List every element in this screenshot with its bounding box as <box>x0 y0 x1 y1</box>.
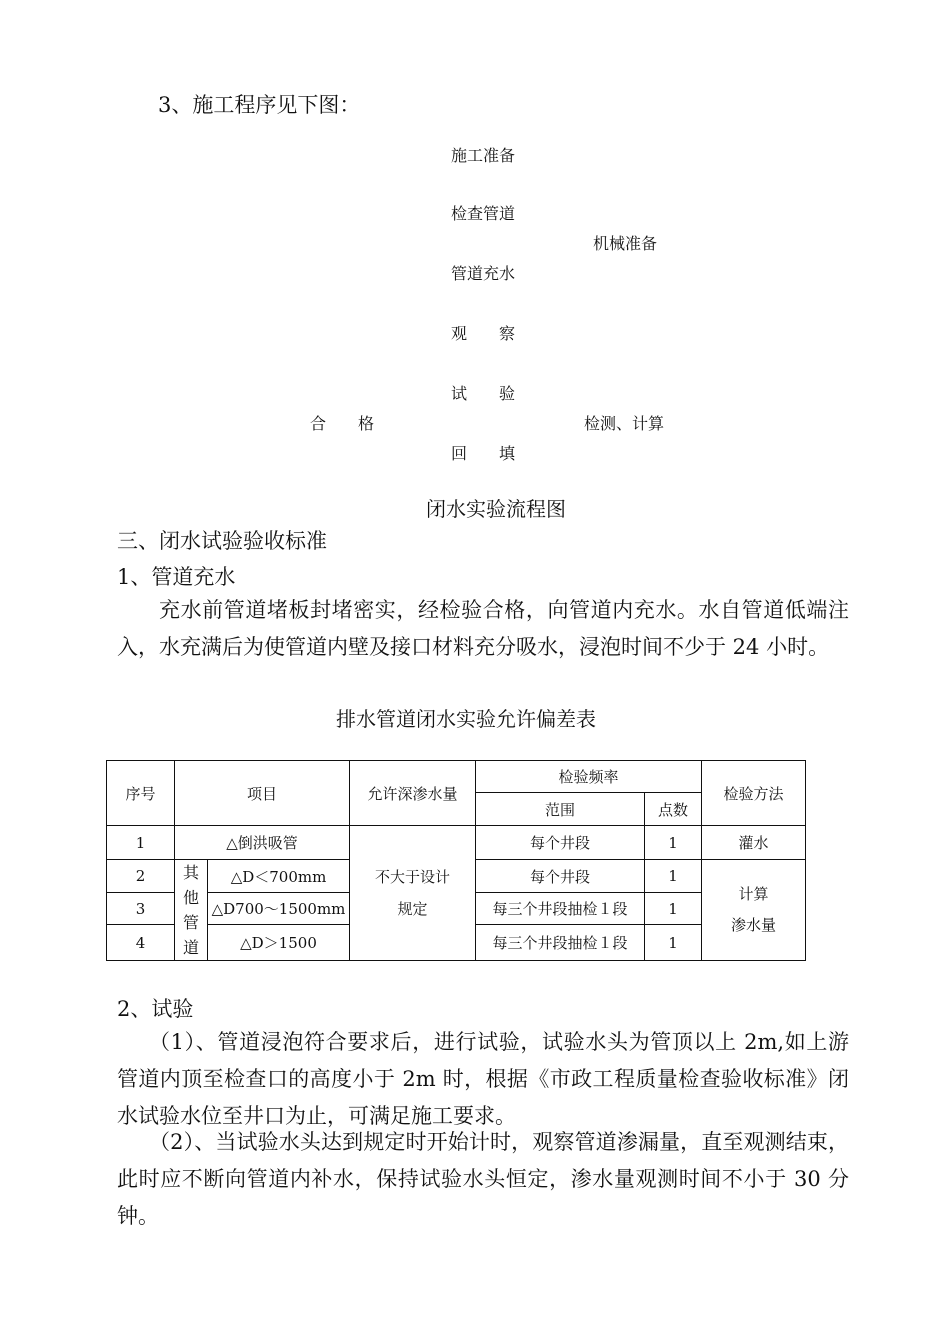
method-line: 计算 <box>738 885 769 903</box>
header-item: 项目 <box>175 761 350 826</box>
flow-step-backfill: 回 填 <box>451 444 516 463</box>
flow-measure-calc: 检测、计算 <box>584 414 665 433</box>
group-label-char: 管 <box>182 913 199 932</box>
header-range: 范围 <box>476 793 645 826</box>
row-item: △倒洪吸管 <box>175 826 350 860</box>
row-range: 每个井段 <box>476 826 645 860</box>
group-label-cell <box>175 860 208 961</box>
procedure-heading: 3、施工程序见下图： <box>158 93 361 117</box>
flow-pass: 合 格 <box>310 414 375 433</box>
paragraph-test-2: （2）、当试验水头达到规定时开始计时，观察管道渗漏量，直至观测结束，此时应不断向管道内补水，保持试验水头恒定，渗水量观测时间不小于 30 分钟。 <box>117 1130 849 1228</box>
allow-value-cell <box>350 826 476 961</box>
row-range: 每个井段 <box>476 860 645 893</box>
header-freq: 检验频率 <box>476 761 702 793</box>
row-range: 每三个井段抽检１段 <box>476 893 645 925</box>
subsection-heading-1: 1、管道充水 <box>117 565 236 589</box>
allow-value-line: 不大于设计 <box>375 868 451 886</box>
flow-step-prepare: 施工准备 <box>451 146 516 165</box>
section-heading: 三、闭水试验验收标准 <box>117 529 327 553</box>
header-allow: 允许深渗水量 <box>350 761 476 826</box>
row-no: 1 <box>107 826 175 860</box>
row-method: 灌水 <box>702 826 806 860</box>
flow-step-observe: 观 察 <box>451 324 516 343</box>
header-no: 序号 <box>107 761 175 826</box>
paragraph-test-1: （1）、管道浸泡符合要求后，进行试验，试验水头为管顶以上 2m,如上游管道内顶至检查口的高度小于 2m 时，根据《市政工程质量检查验收标准》闭水试验水位至井口为止，可满足施工要求。 <box>117 1030 849 1128</box>
row-points: 1 <box>645 893 702 925</box>
method-line: 渗水量 <box>731 916 777 934</box>
row-item: △D700～1500mm <box>208 893 350 925</box>
paragraph-fill-water: 充水前管道堵板封堵密实，经检验合格，向管道内充水。水自管道低端注入，水充满后为使管道内壁及接口材料充分吸水，浸泡时间不少于 24 小时。 <box>117 598 849 659</box>
row-no: 4 <box>107 925 175 961</box>
flow-machinery-prep: 机械准备 <box>593 234 658 253</box>
flow-step-inspect-pipe: 检查管道 <box>451 204 516 223</box>
row-item: △D＜700mm <box>208 860 350 893</box>
flow-step-fill-water: 管道充水 <box>451 264 516 283</box>
subsection-heading-2: 2、试验 <box>117 997 194 1021</box>
row-points: 1 <box>645 860 702 893</box>
row-points: 1 <box>645 925 702 961</box>
header-points: 点数 <box>645 793 702 826</box>
deviation-table <box>106 760 806 961</box>
method-merged-cell <box>702 860 806 961</box>
flow-step-test: 试 验 <box>451 384 516 403</box>
table-row <box>107 826 806 860</box>
row-no: 2 <box>107 860 175 893</box>
header-method: 检验方法 <box>702 761 806 826</box>
row-no: 3 <box>107 893 175 925</box>
row-range: 每三个井段抽检１段 <box>476 925 645 961</box>
group-label-char: 道 <box>182 938 199 957</box>
flowchart-caption: 闭水实验流程图 <box>426 497 566 521</box>
allow-value-line: 规定 <box>397 900 428 918</box>
group-label-char: 他 <box>182 888 199 907</box>
table-title: 排水管道闭水实验允许偏差表 <box>336 707 596 731</box>
row-item: △D＞1500 <box>208 925 350 961</box>
group-label-char: 其 <box>182 863 199 882</box>
row-points: 1 <box>645 826 702 860</box>
